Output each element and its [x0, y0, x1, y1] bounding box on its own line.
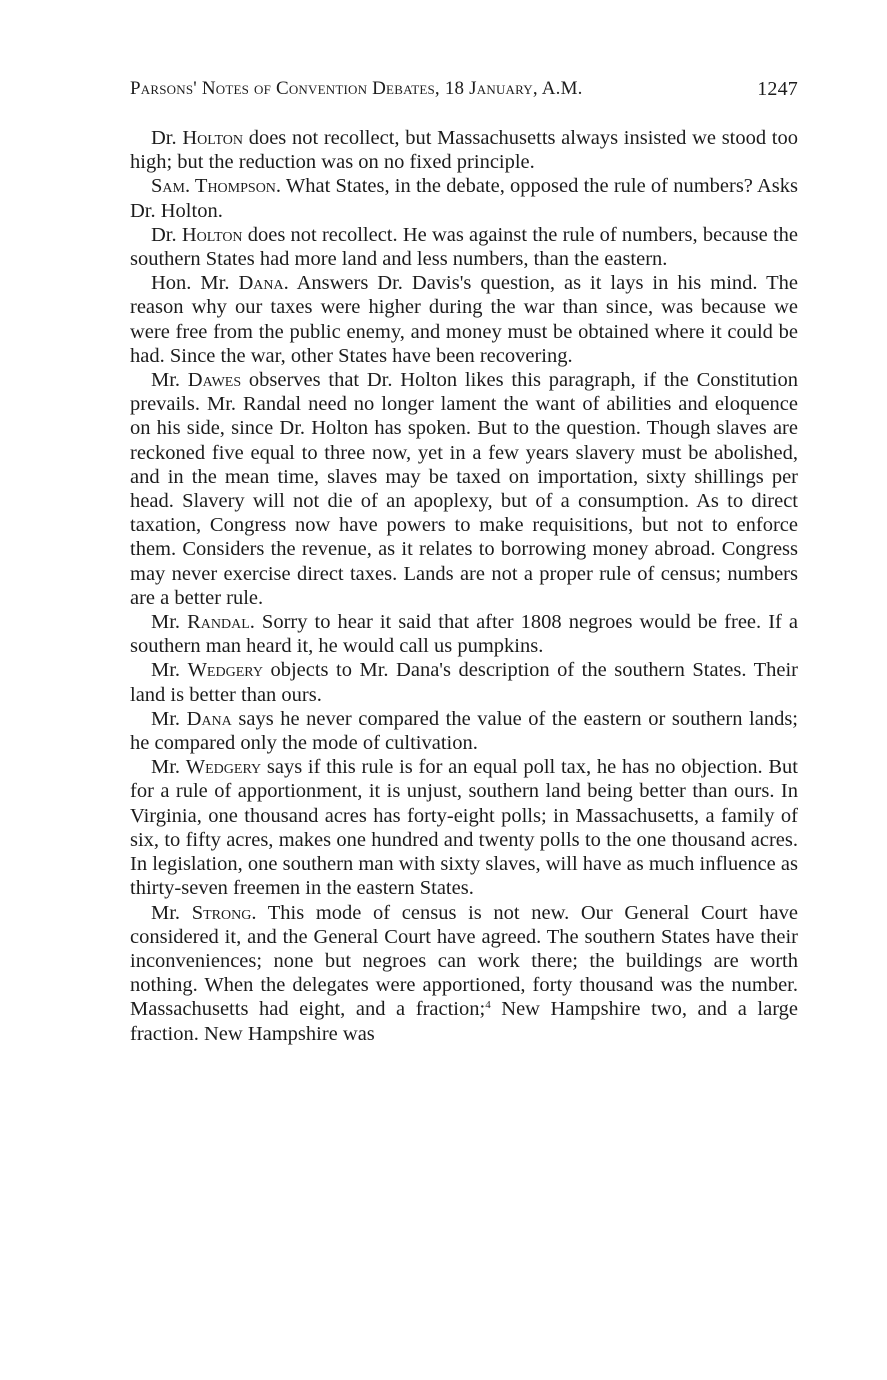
paragraph-prefix: Mr. [151, 707, 187, 730]
paragraph-text: observes that Dr. Holton likes this paragraph, if the Constitution prevails. Mr. Randal need no longer lament the want of abilities and eloquence on his side, since Dr. Holton has spoken. But to the question. Though slaves are reckoned five equal to three now, yet in a few years slavery must be abolished, and in the mean time, slaves may be taxed on importation, sixty shillings per head. Slavery will not die of an apoplexy, but of a consumption. As to direct taxation, Congress now have powers to make requisitions, but not to enforce them. Considers the revenue, as it relates to borrowing money abroad. Congress may never exercise direct taxes. Lands are not a proper rule of census; numbers are a better rule. [130, 369, 798, 609]
paragraph-holton-1 [130, 126, 798, 174]
speaker-name: Dawes [187, 369, 242, 392]
speaker-name: Dana. [238, 272, 289, 295]
running-head [130, 78, 798, 110]
paragraph-prefix: Mr. [151, 659, 188, 682]
speaker-name: Wedgery [185, 756, 262, 779]
paragraph-text: does not recollect, but Massachusetts always insisted we stood too high; but the reduction was on no fixed principle. [130, 127, 798, 174]
document-page [130, 78, 798, 1046]
paragraph-prefix: Hon. Mr. [151, 272, 239, 295]
running-title: Parsons' Notes of Convention Debates, 18 January, A.M. [130, 78, 583, 99]
speaker-name: Holton [182, 127, 244, 149]
paragraph-text: says if this rule is for an equal poll tax, he has no objection. But for a rule of apportionment, it is unjust, southern land being better than ours. In Virginia, one thousand acres has forty-eight polls; in Massachusetts, a family of six, to fifty acres, makes one hundred and twenty polls to the one thousand acres. In legislation, one southern man with sixty slaves, will have as much influence as thirty-seven freemen in the eastern States. [130, 756, 798, 900]
paragraph-prefix: Mr. [151, 611, 188, 634]
paragraph-text: does not recollect. He was against the rule of numbers, because the southern States had more land and less numbers, than the eastern. [130, 223, 798, 271]
paragraph-dawes [130, 368, 798, 610]
paragraph-strong [130, 901, 798, 1046]
paragraph-wedgery-2 [130, 755, 798, 900]
paragraph-prefix: Mr. [151, 756, 186, 779]
paragraph-text: Sorry to hear it said that after 1808 negroes would be free. If a southern man heard it, he would call us pumpkins. [130, 611, 798, 658]
paragraph-prefix: Dr. [151, 223, 182, 246]
paragraph-thompson [130, 174, 798, 222]
paragraph-text: says he never compared the value of the eastern or southern lands; he compared only the mode of cultivation. [130, 707, 798, 755]
speaker-name: Sam. Thompson. [151, 175, 282, 198]
footnote-reference[interactable]: 4 [485, 999, 491, 1012]
paragraph-randal [130, 610, 798, 658]
page-number: 1247 [757, 78, 798, 100]
paragraph-holton-2 [130, 223, 798, 271]
paragraph-prefix: Dr. [151, 127, 183, 149]
paragraph-text: What States, in the debate, opposed the rule of numbers? Asks Dr. Holton. [130, 175, 798, 222]
paragraph-prefix: Mr. [151, 369, 188, 392]
speaker-name: Dana [186, 707, 232, 730]
body-text [130, 126, 798, 1046]
paragraph-text: Answers Dr. Davis's question, as it lays in his mind. The reason why our taxes were higher during the war than since, was because we were free from the public enemy, and money must be obtained where it could be had. Since the war, other States have been recovering. [130, 272, 798, 367]
paragraph-text: objects to Mr. Dana's description of the southern States. Their land is better than ours. [130, 659, 798, 706]
paragraph-dana-1 [130, 271, 798, 368]
paragraph-wedgery-1 [130, 658, 798, 706]
speaker-name: Strong. [191, 901, 257, 924]
speaker-name: Holton [181, 223, 243, 246]
speaker-name: Randal. [187, 611, 255, 634]
paragraph-prefix: Mr. [151, 901, 192, 924]
paragraph-text-continued: New Hampshire two, and a large fraction. New Hampshire was [130, 998, 799, 1045]
speaker-name: Wedgery [187, 659, 263, 682]
paragraph-text: This mode of census is not new. Our General Court have considered it, and the General Court have agreed. The southern States have their inconveniences; none but negroes can work there; the buildings are worth nothing. When the delegates were apportioned, forty thousand was the number. Massachusetts had eight, and a fraction; [130, 901, 798, 1021]
paragraph-dana-2 [130, 707, 798, 755]
